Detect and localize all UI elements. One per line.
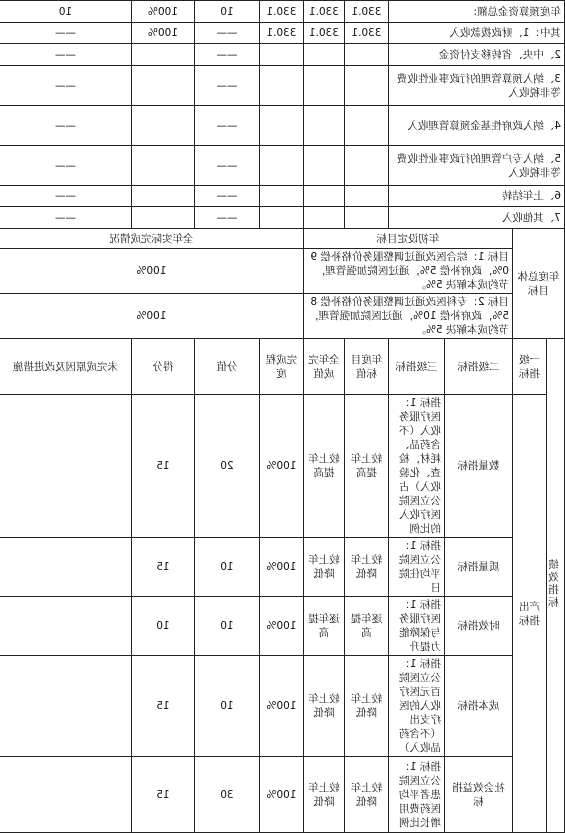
budget-cell (259, 106, 303, 146)
budget-label: 3、纳入预算管理的行政事业性收费等非税收入 (388, 66, 564, 106)
perf-reason (0, 395, 131, 538)
budget-cell: 330.1 (259, 23, 303, 44)
perf-actual: 较上年提高 (303, 395, 344, 538)
budget-cell (259, 207, 303, 229)
budget-cell: —— (194, 106, 259, 146)
budget-cell (344, 44, 388, 66)
table-row (0, 395, 565, 538)
perf-target: 逐年提高 (344, 597, 388, 656)
table-row (0, 294, 565, 339)
budget-cell (344, 146, 388, 186)
budget-cell (131, 44, 194, 66)
budget-label: 5、纳入专户管理的行政事业性收费等非税收入 (388, 146, 564, 186)
goals-header-planned: 年初设定目标 (303, 229, 512, 249)
perf-completion: 100% (259, 757, 303, 833)
budget-cell: —— (0, 23, 131, 44)
perf-target: 较上年提高 (344, 395, 388, 538)
table-row (0, 44, 565, 66)
perf-l2: 质量指标 (445, 538, 513, 597)
perf-completion: 100% (259, 395, 303, 538)
budget-cell: —— (0, 207, 131, 229)
perf-actual: 较上年降低 (303, 538, 344, 597)
perf-l3: 指标 1：公立医院平均住院日 (388, 538, 444, 597)
budget-cell (303, 106, 344, 146)
table-row (0, 249, 565, 294)
budget-cell (344, 66, 388, 106)
table-row (0, 229, 565, 249)
perf-score: 15 (131, 395, 194, 538)
perf-score-max: 10 (194, 597, 259, 656)
budget-cell (259, 44, 303, 66)
budget-cell: 100% (131, 23, 194, 44)
perf-score-max: 20 (194, 395, 259, 538)
perf-actual: 较上年降低 (303, 757, 344, 833)
perf-target: 较上年降低 (344, 757, 388, 833)
perf-reason (0, 757, 131, 833)
budget-cell: —— (194, 207, 259, 229)
budget-cell: 10 (0, 1, 131, 23)
perf-l2: 社会效益指标 (445, 757, 513, 833)
budget-cell (131, 186, 194, 207)
budget-label: 年度预算资金总额: (388, 1, 564, 23)
perf-score-max: 30 (194, 757, 259, 833)
budget-cell: —— (0, 186, 131, 207)
table-row (0, 597, 565, 656)
perf-reason (0, 597, 131, 656)
budget-cell: 100% (131, 1, 194, 23)
perf-completion: 100% (259, 538, 303, 597)
table-row (0, 146, 565, 186)
budget-cell: 10 (194, 1, 259, 23)
budget-cell (303, 207, 344, 229)
budget-cell (131, 66, 194, 106)
goals-header-actual: 全年实际完成情况 (0, 229, 303, 249)
perf-side-label (547, 339, 565, 833)
perf-actual: 逐年提高 (303, 597, 344, 656)
budget-cell (344, 106, 388, 146)
budget-cell: 330.1 (303, 23, 344, 44)
perf-header: 一级指标 (513, 339, 547, 395)
budget-label: 7、其他收入 (388, 207, 564, 229)
table-row (0, 66, 565, 106)
budget-cell: 330.1 (303, 1, 344, 23)
perf-header: 二级指标 (445, 339, 513, 395)
perf-completion: 100% (259, 656, 303, 757)
budget-cell: —— (0, 106, 131, 146)
budget-cell: —— (194, 186, 259, 207)
budget-cell (344, 186, 388, 207)
perf-side-label-text: 绩效指标 (548, 558, 560, 609)
goals-row-label: 年度总体目标 (513, 229, 565, 339)
table-row (0, 339, 565, 395)
perf-score: 10 (131, 597, 194, 656)
table-row (0, 757, 565, 833)
budget-cell: 330.1 (344, 23, 388, 44)
table-row (0, 186, 565, 207)
perf-header: 未完成原因及改进措施 (0, 339, 131, 395)
budget-cell: —— (194, 66, 259, 106)
budget-cell: —— (0, 66, 131, 106)
table-row (0, 656, 565, 757)
perf-actual: 较上年降低 (303, 656, 344, 757)
table-row (0, 23, 565, 44)
perf-level1: 产出指标 (513, 395, 547, 833)
perf-score: 15 (131, 538, 194, 597)
perf-l2: 数量指标 (445, 395, 513, 538)
goal-actual: 100% (0, 249, 303, 294)
perf-score: 15 (131, 757, 194, 833)
budget-label: 6、上年结转 (388, 186, 564, 207)
perf-header: 年度目标值 (344, 339, 388, 395)
budget-cell (131, 106, 194, 146)
budget-label: 2、中央、省转移支付资金 (388, 44, 564, 66)
budget-cell: —— (194, 146, 259, 186)
budget-cell: —— (0, 44, 131, 66)
perf-target: 较上年降低 (344, 538, 388, 597)
goal-actual: 100% (0, 294, 303, 339)
perf-l3: 指标 1：医疗服务收入（不含药品、耗材，检查、化验收入）占公立医院医疗收入的比例 (388, 395, 444, 538)
budget-cell: —— (194, 44, 259, 66)
budget-cell (259, 66, 303, 106)
budget-label: 其中：1、财政拨款收入 (388, 23, 564, 44)
perf-score-max: 10 (194, 656, 259, 757)
table-row (0, 538, 565, 597)
perf-l2: 时效指标 (445, 597, 513, 656)
budget-cell: 330.1 (344, 1, 388, 23)
budget-cell: —— (194, 23, 259, 44)
budget-cell (344, 207, 388, 229)
budget-cell (303, 66, 344, 106)
budget-cell: —— (0, 146, 131, 186)
goal-target: 目标 2：专科医改通过调整服务价格补偿 85%，政府补偿 10%，通过医院加强管理，节约成本解决 5%。 (303, 294, 512, 339)
perf-score-max: 10 (194, 538, 259, 597)
perf-header: 完成程度 (259, 339, 303, 395)
perf-score: 15 (131, 656, 194, 757)
goal-target: 目标 1：综合医改通过调整服务价格补偿 90%，政府补偿 5%，通过医院加强管理，节约成本解决 5%。 (303, 249, 512, 294)
budget-cell: 330.1 (259, 1, 303, 23)
budget-cell (303, 146, 344, 186)
perf-l3: 指标 1：公立医院患者平均医药费用增长比例 (388, 757, 444, 833)
perf-completion: 100% (259, 597, 303, 656)
budget-cell (259, 146, 303, 186)
table-row (0, 1, 565, 23)
perf-target: 较上年降低 (344, 656, 388, 757)
perf-header: 全年完成值 (303, 339, 344, 395)
budget-cell (131, 207, 194, 229)
perf-reason (0, 656, 131, 757)
perf-l3: 指标 1：医疗服务与保障能力提升 (388, 597, 444, 656)
perf-header: 分值 (194, 339, 259, 395)
perf-header: 三级指标 (388, 339, 444, 395)
perf-reason (0, 538, 131, 597)
table-row (0, 106, 565, 146)
budget-cell (259, 186, 303, 207)
perf-l3: 指标 1：公立医院百元医疗收入的医疗支出（不含药品收入） (388, 656, 444, 757)
budget-label: 4、纳入政府性基金预算管理收入 (388, 106, 564, 146)
perf-l2: 成本指标 (445, 656, 513, 757)
budget-cell (303, 186, 344, 207)
perf-header: 得分 (131, 339, 194, 395)
budget-cell (131, 146, 194, 186)
table-row (0, 207, 565, 229)
budget-cell (303, 44, 344, 66)
